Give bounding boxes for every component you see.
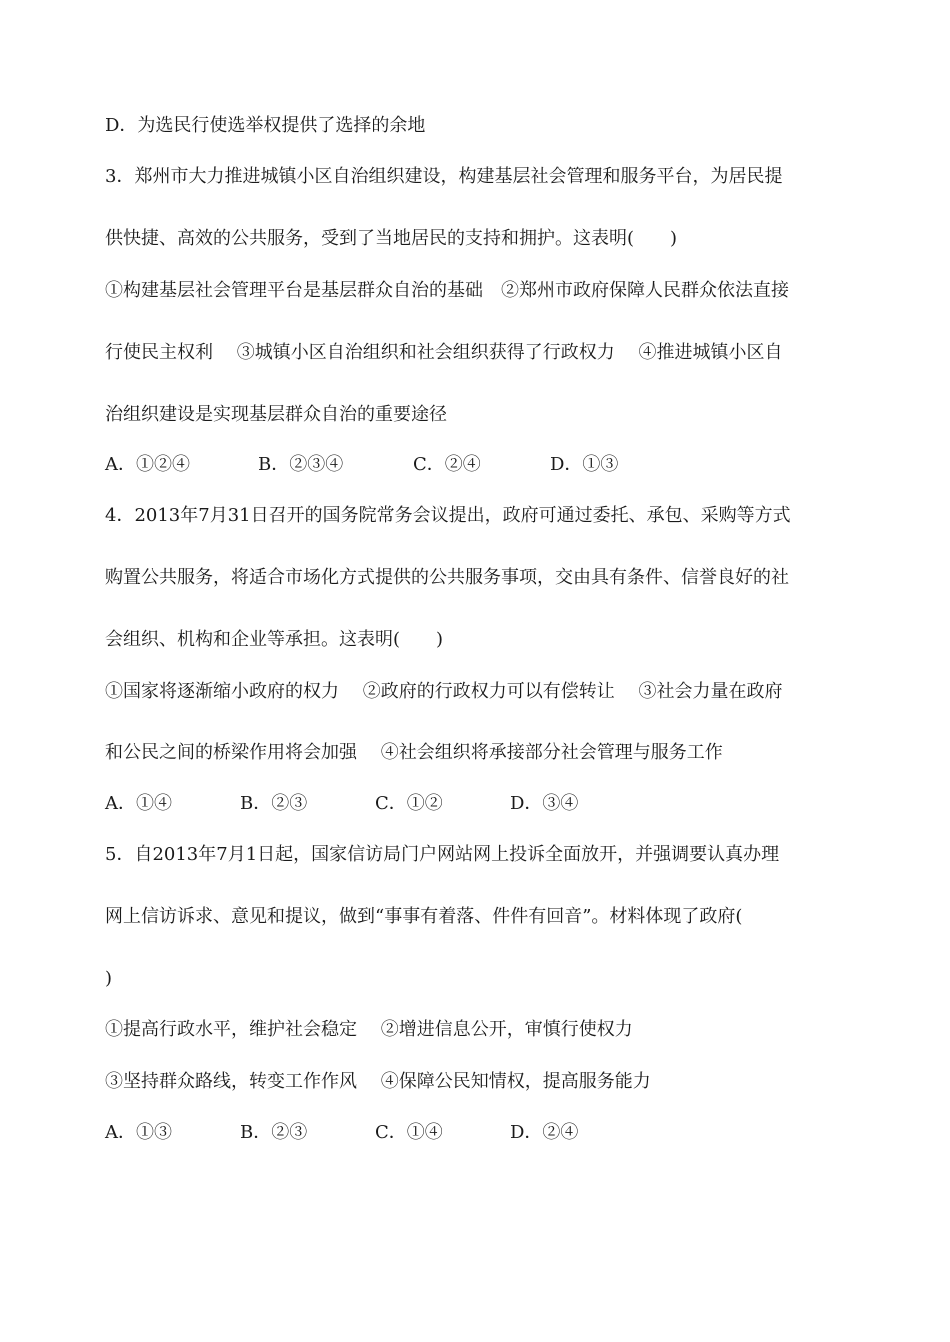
q2-option-d: D．为选民行使选举权提供了选择的余地 [105, 115, 426, 136]
q3-statement-line-2: 行使民主权利 ③城镇小区自治组织和社会组织获得了行政权力 ④推进城镇小区自 [105, 342, 783, 363]
q4-stem-line-2: 购置公共服务，将适合市场化方式提供的公共服务事项，交由具有条件、信誉良好的社 [105, 567, 789, 588]
q3-stem-line-2: 供快捷、高效的公共服务，受到了当地居民的支持和拥护。这表明( ) [105, 228, 678, 249]
q3-option-b: B．②③④ [258, 454, 344, 475]
q3-statement-line-1: ①构建基层社会管理平台是基层群众自治的基础 ②郑州市政府保障人民群众依法直接 [105, 280, 789, 301]
q4-option-a: A．①④ [105, 793, 172, 814]
q5-option-a: A．①③ [105, 1122, 172, 1143]
q5-stem-line-2: 网上信访诉求、意见和提议，做到“事事有着落、件件有回音”。材料体现了政府( [105, 906, 743, 927]
q4-stem-line-1: 4．2013年7月31日召开的国务院常务会议提出，政府可通过委托、承包、采购等方式 [105, 505, 791, 526]
q4-option-b: B．②③ [240, 793, 308, 814]
q3-option-c: C．②④ [413, 454, 481, 475]
q4-statement-line-1: ①国家将逐渐缩小政府的权力 ②政府的行政权力可以有偿转让 ③社会力量在政府 [105, 681, 783, 702]
q3-stem-line-1: 3．郑州市大力推进城镇小区自治组织建设，构建基层社会管理和服务平台，为居民提 [105, 166, 783, 187]
q3-option-a: A．①②④ [105, 454, 190, 475]
q5-stem-line-1: 5．自2013年7月1日起，国家信访局门户网站网上投诉全面放开，并强调要认真办理 [105, 844, 780, 865]
q5-stem-line-3: ) [105, 968, 113, 989]
q5-option-b: B．②③ [240, 1122, 308, 1143]
q4-options [105, 792, 805, 816]
q4-statement-line-2: 和公民之间的桥梁作用将会加强 ④社会组织将承接部分社会管理与服务工作 [105, 742, 723, 763]
q4-option-c: C．①② [375, 793, 443, 814]
q5-statement-line-1: ①提高行政水平，维护社会稳定 ②增进信息公开，审慎行使权力 [105, 1019, 633, 1040]
q3-statement-line-3: 治组织建设是实现基层群众自治的重要途径 [105, 404, 447, 425]
q5-statement-line-2: ③坚持群众路线，转变工作作风 ④保障公民知情权，提高服务能力 [105, 1071, 651, 1092]
q3-option-d: D．①③ [550, 454, 619, 475]
q4-stem-line-3: 会组织、机构和企业等承担。这表明( ) [105, 629, 444, 650]
q5-option-c: C．①④ [375, 1122, 443, 1143]
q3-options [105, 453, 805, 477]
q4-option-d: D．③④ [510, 793, 579, 814]
q5-options [105, 1121, 805, 1145]
q5-option-d: D．②④ [510, 1122, 579, 1143]
